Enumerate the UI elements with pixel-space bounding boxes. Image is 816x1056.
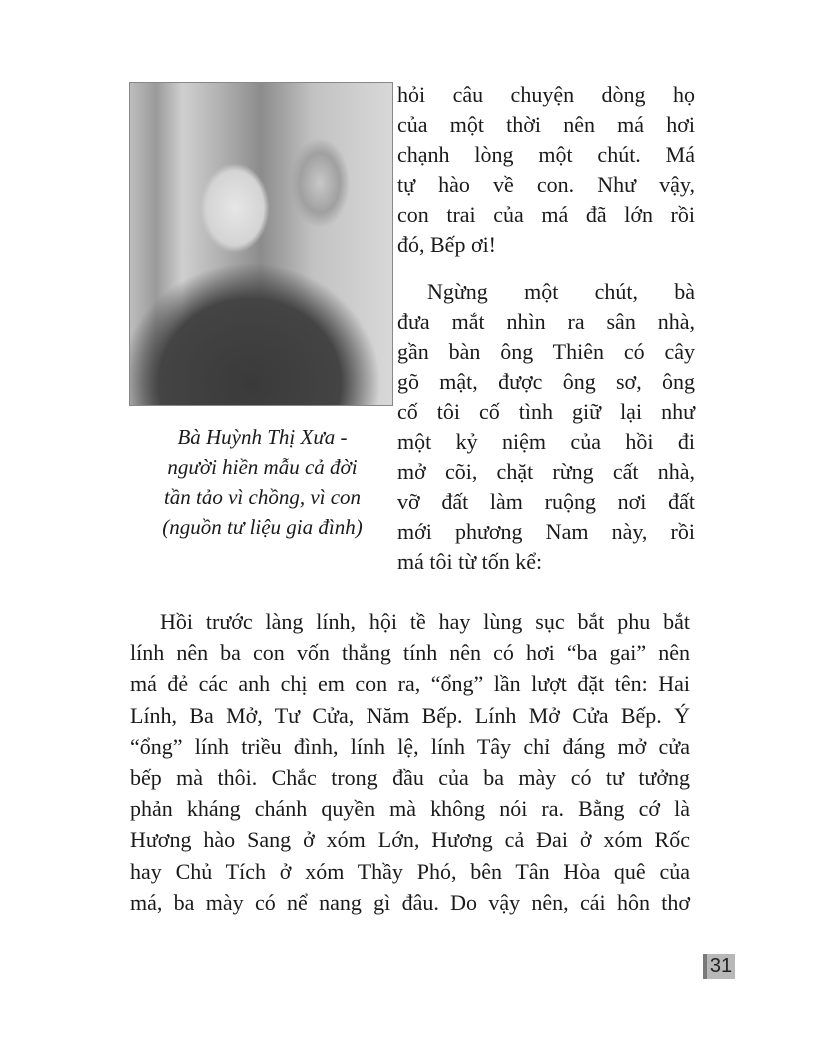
text-line: má đẻ các anh chị em con ra, “ổng” lần lượt đặt tên: Hai (130, 671, 690, 697)
text-line: đưa mắt nhìn ra sân nhà, (397, 309, 695, 334)
text-line: Hồi trước làng lính, hội tề hay lùng sục bắt phu bắt (160, 609, 690, 634)
text-line: một kỷ niệm của hồi đi (397, 429, 695, 454)
text-line: mở cõi, chặt rừng cất nhà, (397, 459, 695, 484)
text-line: hay Chủ Tích ở xóm Thầy Phó, bên Tân Hòa quê của (130, 858, 690, 884)
caption-line: (nguồn tư liệu gia đình) (162, 515, 363, 539)
text-line: mới phương Nam này, rồi (397, 519, 695, 544)
caption-line: tần tảo vì chồng, vì con (163, 485, 362, 509)
text-line: Lính, Ba Mở, Tư Cửa, Năm Bếp. Lính Mở Cửa Bếp. Ý (130, 702, 690, 728)
text-line: tự hào về con. Như vậy, (397, 172, 695, 197)
text-line: đó, Bếp ơi! (397, 232, 497, 257)
text-line: bếp mà thôi. Chắc trong đầu của ba mày có tư tưởng (130, 764, 690, 790)
caption-line: người hiền mẫu cả đời (167, 455, 358, 479)
text-line: Hương hào Sang ở xóm Lớn, Hương cả Đai ở xóm Rốc (130, 827, 690, 853)
text-line: hỏi câu chuyện dòng họ (397, 82, 695, 107)
body-paragraph (130, 606, 690, 918)
text-line: của một thời nên má hơi (397, 112, 695, 137)
text-line: má tôi từ tốn kể: (397, 549, 543, 574)
right-column-paragraph-1 (397, 80, 695, 260)
text-line: chạnh lòng một chút. Má (397, 142, 695, 167)
text-line: vỡ đất làm ruộng nơi đất (397, 489, 695, 514)
text-line: con trai của má đã lớn rồi (397, 202, 695, 227)
photo-caption (125, 422, 400, 542)
text-line: lính nên ba con vốn thẳng tính nên có hơi “ba gai” nên (130, 640, 690, 666)
text-line: cố tôi cố tình giữ lại như (397, 399, 695, 424)
text-line: má, ba mày có nể nang gì đâu. Do vậy nên, cái hôn thơ (130, 889, 690, 915)
caption-line: Bà Huỳnh Thị Xưa - (177, 425, 348, 449)
text-line: gần bàn ông Thiên có cây (397, 339, 695, 364)
page-number: 31 (703, 954, 735, 979)
text-line: gõ mật, được ông sơ, ông (397, 369, 695, 394)
text-line: phản kháng chánh quyền mà không nói ra. Bằng cớ là (130, 796, 690, 822)
text-line: Ngừng một chút, bà (427, 279, 695, 304)
portrait-photo (130, 83, 392, 405)
text-line: “ổng” lính triều đình, lính lệ, lính Tây chỉ đáng mở cửa (130, 733, 690, 759)
right-column-paragraph-2 (397, 277, 695, 577)
